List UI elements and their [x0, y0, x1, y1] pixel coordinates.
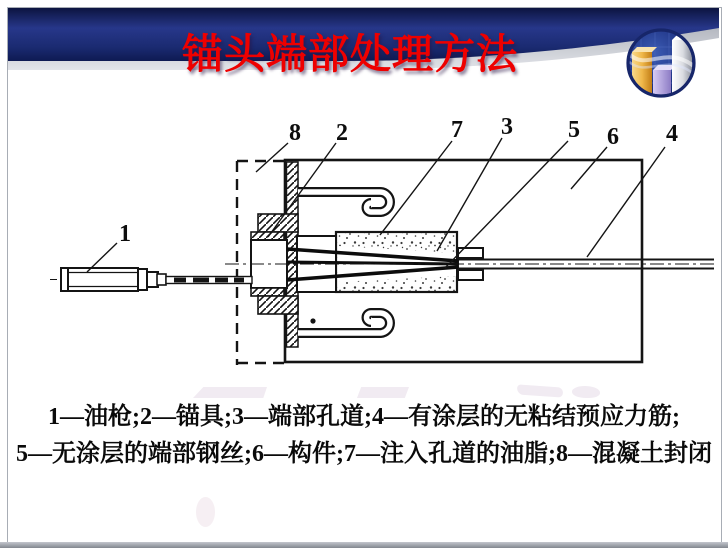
legend-line-2: 5—无涂层的端部钢丝;6—构件;7—注入孔道的油脂;8—混凝土封闭	[16, 441, 712, 467]
oil-gun	[50, 268, 252, 291]
background-decoration	[196, 497, 215, 527]
part-label-2: 2	[336, 120, 348, 146]
part-label-6: 6	[607, 124, 619, 150]
rebar-dot	[310, 318, 315, 323]
legend-caption	[0, 399, 728, 473]
bottom-border-bar	[0, 542, 728, 548]
part-label-5: 5	[568, 117, 580, 143]
part-label-4: 4	[666, 121, 678, 147]
background-decoration	[193, 387, 267, 398]
part-label-1: 1	[119, 221, 131, 247]
part-label-8: 8	[289, 120, 301, 146]
legend-line-1: 1—油枪;2—锚具;3—端部孔道;4—有涂层的无粘结预应力筋;	[48, 404, 680, 430]
background-decoration	[357, 387, 409, 398]
page-title: 锚头端部处理方法	[182, 31, 518, 77]
background-decoration	[572, 386, 600, 398]
part-label-7: 7	[451, 117, 463, 143]
part-label-3: 3	[501, 114, 513, 140]
